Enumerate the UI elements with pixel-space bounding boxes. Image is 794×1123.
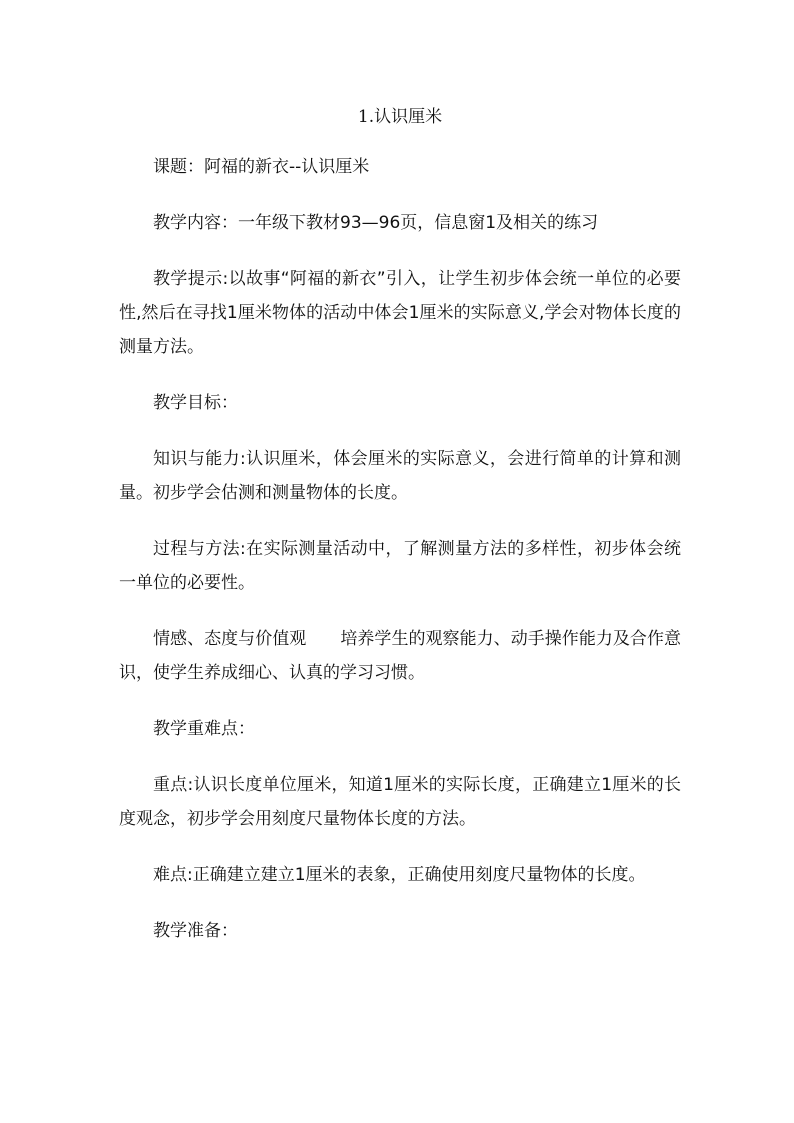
key-difficult-heading: 教学重难点： (153, 719, 255, 739)
preparation-heading: 教学准备： (153, 921, 238, 941)
objective-emotion-label: 情感、态度与价值观 (153, 629, 307, 649)
lesson-topic: 课题：阿福的新衣--认识厘米 (153, 157, 370, 177)
objectives-heading: 教学目标： (153, 393, 238, 413)
objective-emotion-text: 培养学生的观察能力、动手操作能力及合作意识，使学生养成细心、认真的学习习惯。 (119, 629, 682, 683)
objective-emotion (119, 622, 681, 690)
key-point: 重点:认识长度单位厘米，知道1厘米的实际长度，正确建立1厘米的长度观念，初步学会用刻度尺量物体长度的方法。 (119, 775, 681, 829)
difficult-point: 难点:正确建立建立1厘米的表象，正确使用刻度尺量物体的长度。 (153, 865, 646, 885)
teaching-hint: 教学提示:以故事“阿福的新衣”引入，让学生初步体会统一单位的必要性,然后在寻找1厘米物体的活动中体会1厘米的实际意义,学会对物体长度的测量方法。 (119, 269, 681, 357)
objective-knowledge: 知识与能力:认识厘米，体会厘米的实际意义，会进行简单的计算和测量。初步学会估测和测量物体的长度。 (119, 449, 681, 503)
document-title: 1.认识厘米 (357, 107, 443, 127)
teaching-content: 教学内容：一年级下教材93—96页，信息窗1及相关的练习 (153, 213, 599, 233)
document-body (119, 100, 681, 970)
objective-process: 过程与方法:在实际测量活动中，了解测量方法的多样性，初步体会统一单位的必要性。 (119, 539, 681, 593)
